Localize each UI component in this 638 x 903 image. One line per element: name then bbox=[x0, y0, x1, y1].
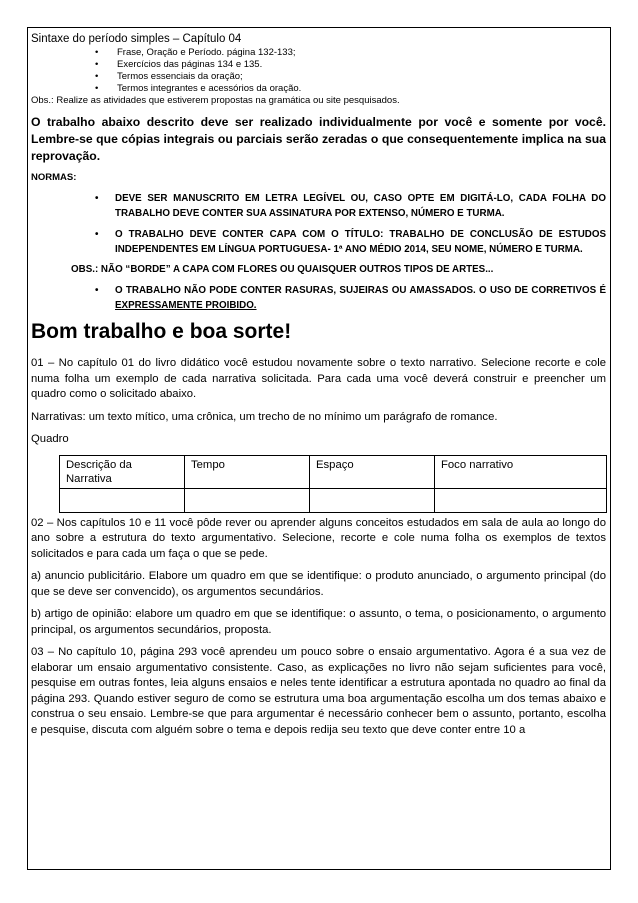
page-title: Sintaxe do período simples – Capítulo 04 bbox=[31, 33, 242, 45]
norma-text: O TRABALHO NÃO PODE CONTER RASURAS, SUJEIRAS OU AMASSADOS. O USO DE CORRETIVOS É bbox=[115, 285, 606, 296]
question-1: 01 – No capítulo 01 do livro didático você estudou novamente sobre o texto narrativo. Selecione recorte e cole numa folha um exemplo de cada narrativa solicitada. Para cada uma você deverá construir e preencher um quadro como o solicitado abaixo. bbox=[31, 357, 606, 400]
warning-paragraph: O trabalho abaixo descrito deve ser realizado individualmente por você e somente por você. Lembre-se que cópias integrais ou parciais serão zeradas o que consequentemente implica na sua reprovação. bbox=[31, 115, 606, 163]
topic-obs: Obs.: Realize as atividades que estiverem propostas na gramática ou site pesquisados. bbox=[31, 95, 400, 106]
topic-item: • Frase, Oração e Período. página 132-133; bbox=[31, 47, 606, 59]
topic-item: • Termos essenciais da oração; bbox=[31, 71, 606, 83]
table-cell bbox=[435, 488, 607, 512]
table-cell bbox=[185, 488, 310, 512]
table-header-cell: Espaço bbox=[310, 455, 435, 488]
table-header-cell: Foco narrativo bbox=[435, 455, 607, 488]
table-header-cell: Descrição da Narrativa bbox=[60, 455, 185, 488]
topic-item: • Termos integrantes e acessórios da oração. bbox=[31, 83, 606, 95]
question-2a: a) anuncio publicitário. Elabore um quadro em que se identifique: o produto anunciado, o argumento principal (do que se deve ser convencido), os argumentos secundários. bbox=[31, 570, 606, 598]
good-luck-heading: Bom trabalho e boa sorte! bbox=[31, 320, 292, 343]
narrativas-line: Narrativas: um texto mítico, uma crônica, um trecho de no mínimo um parágrafo de romance. bbox=[31, 410, 498, 423]
normas-obs: OBS.: NÃO “BORDE” A CAPA COM FLORES OU QUAISQUER OUTROS TIPOS DE ARTES... bbox=[71, 264, 494, 275]
question-3: 03 – No capítulo 10, página 293 você aprendeu um pouco sobre o ensaio argumentativo. Agora é a sua vez de elaborar um ensaio argumentativo consistente. Caso, as explicações no livro não sejam suficientes para você, pesquise em outras fontes, leia alguns ensaios e neles tente identificar a estrutura apontada no quadro ao final da página 293. Quando estiver seguro de como se estrutura uma boa argumentação escolha um dos temas abaixo e construa o seu ensaio. Lembre-se que para argumentar é necessário conhecer bem o assunto, portanto, escolha e pesquise, discuta com alguém sobre o tema e depois redija seu texto que deve conter entre 10 a bbox=[31, 646, 606, 736]
quadro-label: Quadro bbox=[31, 433, 69, 445]
normas-heading: NORMAS: bbox=[31, 172, 77, 183]
norma-item: • O TRABALHO DEVE CONTER CAPA COM O TÍTULO: TRABALHO DE CONCLUSÃO DE ESTUDOS INDEPENDENTES EM LÍNGUA PORTUGUESA- 1ª ANO MÉDIO 2014, SEU NOME, NÚMERO E TURMA. bbox=[31, 228, 606, 257]
norma-emphasis: EXPRESSAMENTE PROIBIDO. bbox=[115, 299, 257, 311]
topic-item: • Exercícios das páginas 134 e 135. bbox=[31, 59, 606, 71]
table-cell bbox=[310, 488, 435, 512]
question-2: 02 – Nos capítulos 10 e 11 você pôde rever ou aprender alguns conceitos estudados em sala de aula ao longo do ano sobre a estrutura do texto argumentativo. Selecione, recorte e cole numa folha os exemplos de textos solicitados e para cada um faça o que se pede. bbox=[31, 516, 606, 560]
quadro-table bbox=[59, 455, 607, 513]
question-2b: b) artigo de opinião: elabore um quadro em que se identifique: o assunto, o tema, o posicionamento, o argumento principal, os argumentos secundários, proposta. bbox=[31, 608, 606, 636]
topic-list bbox=[31, 47, 606, 95]
table-header-row bbox=[60, 455, 607, 488]
norma-item: • DEVE SER MANUSCRITO EM LETRA LEGÍVEL OU, CASO OPTE EM DIGITÁ-LO, CADA FOLHA DO TRABALHO DEVE CONTER SUA ASSINATURA POR EXTENSO, NÚMERO E TURMA. bbox=[31, 192, 606, 221]
norma-item bbox=[31, 284, 606, 313]
normas-list bbox=[31, 192, 606, 257]
table-header-cell: Tempo bbox=[185, 455, 310, 488]
normas-list-2 bbox=[31, 284, 606, 313]
table-cell bbox=[60, 488, 185, 512]
table-row bbox=[60, 488, 607, 512]
document-body bbox=[31, 33, 606, 745]
